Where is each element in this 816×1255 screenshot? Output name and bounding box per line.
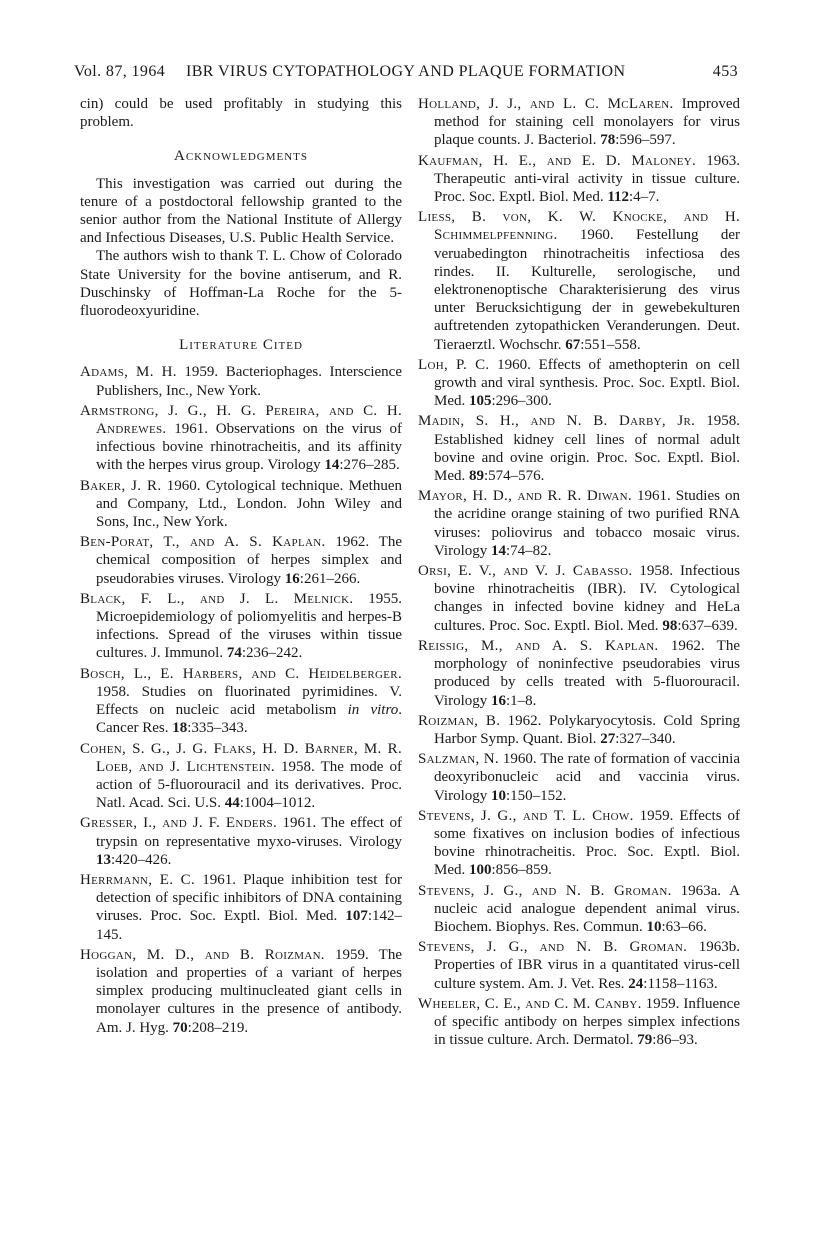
reference-text2: . Cancer Res. (96, 702, 402, 737)
reference-entry (418, 637, 740, 710)
reference-entry (418, 938, 740, 993)
reference-vol: 44 (224, 795, 240, 812)
reference-entry (418, 208, 740, 354)
reference-authors: Stevens, J. G., and N. B. Groman. (418, 882, 672, 899)
reference-text: 1963b. Properties of IBR virus in a quantitated virus-cell culture system. Am. J. Vet. Res. (434, 939, 741, 992)
reference-authors: Liess, B. von, K. W. Knocke, and H. Schimmelpfenning. (418, 209, 740, 244)
reference-pages: :74–82. (506, 542, 552, 559)
reference-vol: 24 (628, 975, 644, 992)
running-title: IBR VIRUS CYTOPATHOLOGY AND PLAQUE FORMATION (186, 63, 626, 80)
running-header (74, 63, 738, 85)
reference-pages: :856–859. (491, 862, 552, 879)
reference-text: 1958. Studies on fluorinated pyrimidines. V. Effects on nucleic acid metabolism (96, 683, 402, 719)
reference-authors: Hoggan, M. D., and B. Roizman. (80, 946, 325, 963)
reference-vol: 14 (324, 457, 340, 474)
reference-vol: 89 (469, 468, 484, 485)
reference-vol: 13 (96, 851, 111, 868)
reference-text: 1962. The chemical composition of herpes simplex and pseudorabies viruses. Virology (96, 534, 402, 587)
reference-text: 1960. Festellung der veruabedington rhinotracheitis infectiosa des rindes. II. Kulturelle, serologische, und elektronenoptische Charakterisierung des virus unter Berucksichtigung der in gewebekulturen auftretenden zytopathicken Veranderungen. Deut. Tieraerztl. Wochschr. (434, 227, 740, 353)
reference-entry (418, 750, 740, 805)
reference-vol: 100 (469, 862, 492, 879)
reference-authors: Black, F. L., and J. L. Melnick. (80, 590, 354, 607)
reference-authors: Madin, S. H., and N. B. Darby, Jr. (418, 413, 696, 430)
reference-authors: Holland, J. J., and L. C. McLaren. (418, 96, 674, 112)
reference-authors: Loh, P. C. (418, 356, 490, 373)
reference-text: 1962. The morphology of noninfective pseudorabies virus produced by cells treated with 5-fluorouracil. Virology (434, 637, 740, 709)
reference-pages: :596–597. (615, 132, 676, 149)
reference-pages: :335–343. (187, 720, 248, 737)
reference-authors: Adams, M. H. (80, 364, 177, 381)
acknowledgments-heading: Acknowledgments (174, 148, 308, 165)
reference-text: Improved method for staining cell monolayers for virus plaque counts. J. Bacteriol. (434, 96, 740, 149)
reference-vol: 79 (637, 1032, 653, 1049)
reference-entry (418, 712, 740, 748)
reference-pages: :142–145. (96, 908, 402, 943)
acknowledgment-paragraph: The authors wish to thank T. L. Chow of Colorado State University for the bovine antiserum, and R. Duschinsky of Hoffman-La Roche for the 5-fluorodeoxyuridine. (80, 248, 402, 320)
reference-text: 1960. Cytological technique. Methuen and Company, Ltd., London. John Wiley and Sons, Inc., New York. (96, 477, 402, 531)
reference-pages: :208–219. (187, 1019, 249, 1036)
reference-vol: 98 (662, 617, 678, 634)
reference-vol: 10 (646, 918, 662, 935)
reference-pages: :261–266. (299, 570, 361, 587)
reference-entry (418, 95, 740, 150)
left-column (80, 95, 402, 1039)
reference-vol: 10 (491, 787, 507, 804)
reference-text: 1959. Effects of some fixatives on inclusion bodies of infectious bovine rhinotracheitis. Proc. Soc. Exptl. Biol. Med. (434, 807, 740, 879)
reference-text: 1962. Polykaryocytosis. Cold Spring Harbor Symp. Quant. Biol. (434, 712, 740, 747)
reference-entry (80, 946, 402, 1037)
reference-authors: Cohen, S. G., J. G. Flaks, H. D. Barner, M. R. Loeb, and J. Lichtenstein. (80, 740, 402, 775)
right-column (418, 95, 740, 1051)
reference-text: 1961. Plaque inhibition test for detection of specific inhibitors of DNA containing viruses. Proc. Soc. Exptl. Biol. Med. (96, 871, 402, 925)
reference-authors: Herrmann, E. C. (80, 871, 196, 888)
reference-pages: :86–93. (652, 1032, 698, 1049)
reference-list-right (418, 95, 740, 1049)
reference-text: 1961. Observations on the virus of infectious bovine rhinotracheitis, and its affinity with the herpes virus group. Virology (96, 421, 402, 474)
reference-pages: :276–285. (339, 457, 400, 474)
reference-vol: 16 (491, 692, 507, 709)
reference-text: 1961. The effect of trypsin on representative myxo-viruses. Virology (96, 815, 403, 850)
reference-text: 1960. Effects of amethopterin on cell growth and viral synthesis. Proc. Soc. Exptl. Biol. Med. (434, 356, 740, 410)
reference-text: 1959. The isolation and properties of a variant of herpes simplex producing multinucleated giant cells in monolayer cultures in the presence of antibody. Am. J. Hyg. (96, 946, 402, 1036)
reference-pages: :574–576. (484, 468, 545, 485)
reference-pages: :327–340. (615, 730, 676, 747)
reference-authors: Stevens, J. G., and N. B. Groman. (418, 939, 688, 956)
reference-entry (80, 590, 402, 663)
reference-entry (418, 995, 740, 1050)
reference-entry (418, 807, 740, 880)
reference-authors: Roizman, B. (418, 712, 501, 729)
reference-vol: 105 (469, 393, 492, 410)
reference-pages: :420–426. (111, 851, 172, 868)
reference-italic: in vitro (347, 702, 399, 719)
reference-entry (418, 412, 740, 485)
reference-pages: :63–66. (661, 918, 707, 935)
acknowledgment-paragraph: This investigation was carried out during the tenure of a postdoctoral fellowship granted to the senior author from the National Institute of Allergy and Infectious Diseases, U.S. Public Health Service. (80, 175, 402, 247)
page-number: 453 (712, 63, 738, 80)
reference-authors: Ben-Porat, T., and A. S. Kaplan. (80, 534, 326, 551)
reference-entry (80, 871, 402, 944)
reference-entry (418, 356, 740, 411)
reference-list-left (80, 363, 402, 1036)
reference-vol: 74 (226, 645, 242, 662)
reference-entry (80, 665, 402, 738)
reference-entry (80, 402, 402, 475)
reference-entry (80, 533, 402, 588)
reference-text: 1959. Bacteriophages. Interscience Publishers, Inc., New York. (96, 364, 403, 399)
reference-entry (80, 814, 402, 869)
reference-pages: :236–242. (241, 645, 303, 662)
reference-text: 1958. The mode of action of 5-fluorouracil and its derivatives. Proc. Natl. Acad. Sci. U.S. (96, 758, 402, 812)
reference-vol: 67 (565, 336, 581, 353)
reference-entry (80, 740, 402, 813)
reference-authors: Gresser, I., and J. F. Enders. (80, 815, 278, 832)
reference-entry (418, 882, 740, 937)
volume-label: Vol. 87, 1964 (74, 63, 166, 80)
reference-authors: Baker, J. R. (80, 477, 162, 494)
reference-vol: 27 (600, 730, 616, 747)
reference-vol: 107 (345, 908, 368, 925)
reference-text: 1958. Infectious bovine rhinotracheitis (IBR). IV. Cytological changes in infected bovine kidney and HeLa cultures. Proc. Soc. Exptl. Biol. Med. (434, 563, 740, 634)
reference-vol: 18 (172, 720, 188, 737)
reference-text: 1959. Influence of specific antibody on herpes simplex infections in tissue culture. Arch. Dermatol. (434, 995, 740, 1049)
reference-authors: Stevens, J. G., and T. L. Chow. (418, 807, 634, 824)
literature-heading: Literature Cited (179, 337, 303, 354)
reference-entry (80, 363, 402, 399)
reference-authors: Mayor, H. D., and R. R. Diwan. (418, 488, 632, 505)
reference-vol: 78 (600, 132, 616, 149)
reference-pages: :150–152. (506, 787, 567, 804)
reference-pages: :637–639. (677, 617, 738, 634)
reference-authors: Salzman, N. (418, 751, 499, 768)
reference-authors: Bosch, L., E. Harbers, and C. Heidelberger. (80, 665, 402, 682)
reference-entry (418, 152, 740, 207)
reference-authors: Wheeler, C. E., and C. M. Canby. (418, 995, 642, 1012)
reference-text: 1958. Established kidney cell lines of normal adult bovine and ovine origin. Proc. Soc. Exptl. Biol. Med. (434, 413, 741, 485)
reference-pages: :1–8. (506, 692, 537, 709)
reference-entry (418, 562, 740, 635)
reference-authors: Kaufman, H. E., and E. D. Maloney. (418, 152, 697, 169)
reference-text: 1963a. A nucleic acid analogue dependent animal virus. Biochem. Biophys. Res. Commun. (434, 882, 740, 935)
reference-vol: 16 (284, 570, 300, 587)
reference-authors: Armstrong, J. G., H. G. Pereira, and C. H. Andrewes. (80, 402, 402, 438)
reference-vol: 70 (172, 1019, 188, 1036)
reference-pages: :4–7. (629, 189, 660, 206)
intro-fragment: cin) could be used profitably in studying this problem. (80, 96, 402, 131)
reference-vol: 14 (491, 542, 507, 559)
reference-vol: 112 (607, 189, 630, 206)
reference-pages: :551–558. (580, 336, 641, 353)
reference-pages: :1004–1012. (239, 795, 316, 812)
reference-entry (80, 477, 402, 532)
reference-authors: Orsi, E. V., and V. J. Cabasso. (418, 563, 633, 580)
reference-text: 1961. Studies on the acridine orange staining of two purified RNA viruses: poliovirus and tobacco mosaic virus. Virology (434, 488, 740, 559)
reference-pages: :296–300. (491, 393, 552, 410)
reference-text: 1955. Microepidemiology of poliomyelitis and herpes-B infections. Spread of the viruses within tissue cultures. J. Immunol. (96, 590, 402, 662)
reference-text: 1960. The rate of formation of vaccinia deoxyribonucleic acid and vaccinia virus. Virology (434, 751, 740, 804)
reference-entry (418, 487, 740, 560)
reference-text: 1963. Therapeutic anti-viral activity in tissue culture. Proc. Soc. Exptl. Biol. Med. (434, 152, 740, 206)
reference-pages: :1158–1163. (643, 975, 718, 992)
reference-authors: Reissig, M., and A. S. Kaplan. (418, 637, 659, 654)
